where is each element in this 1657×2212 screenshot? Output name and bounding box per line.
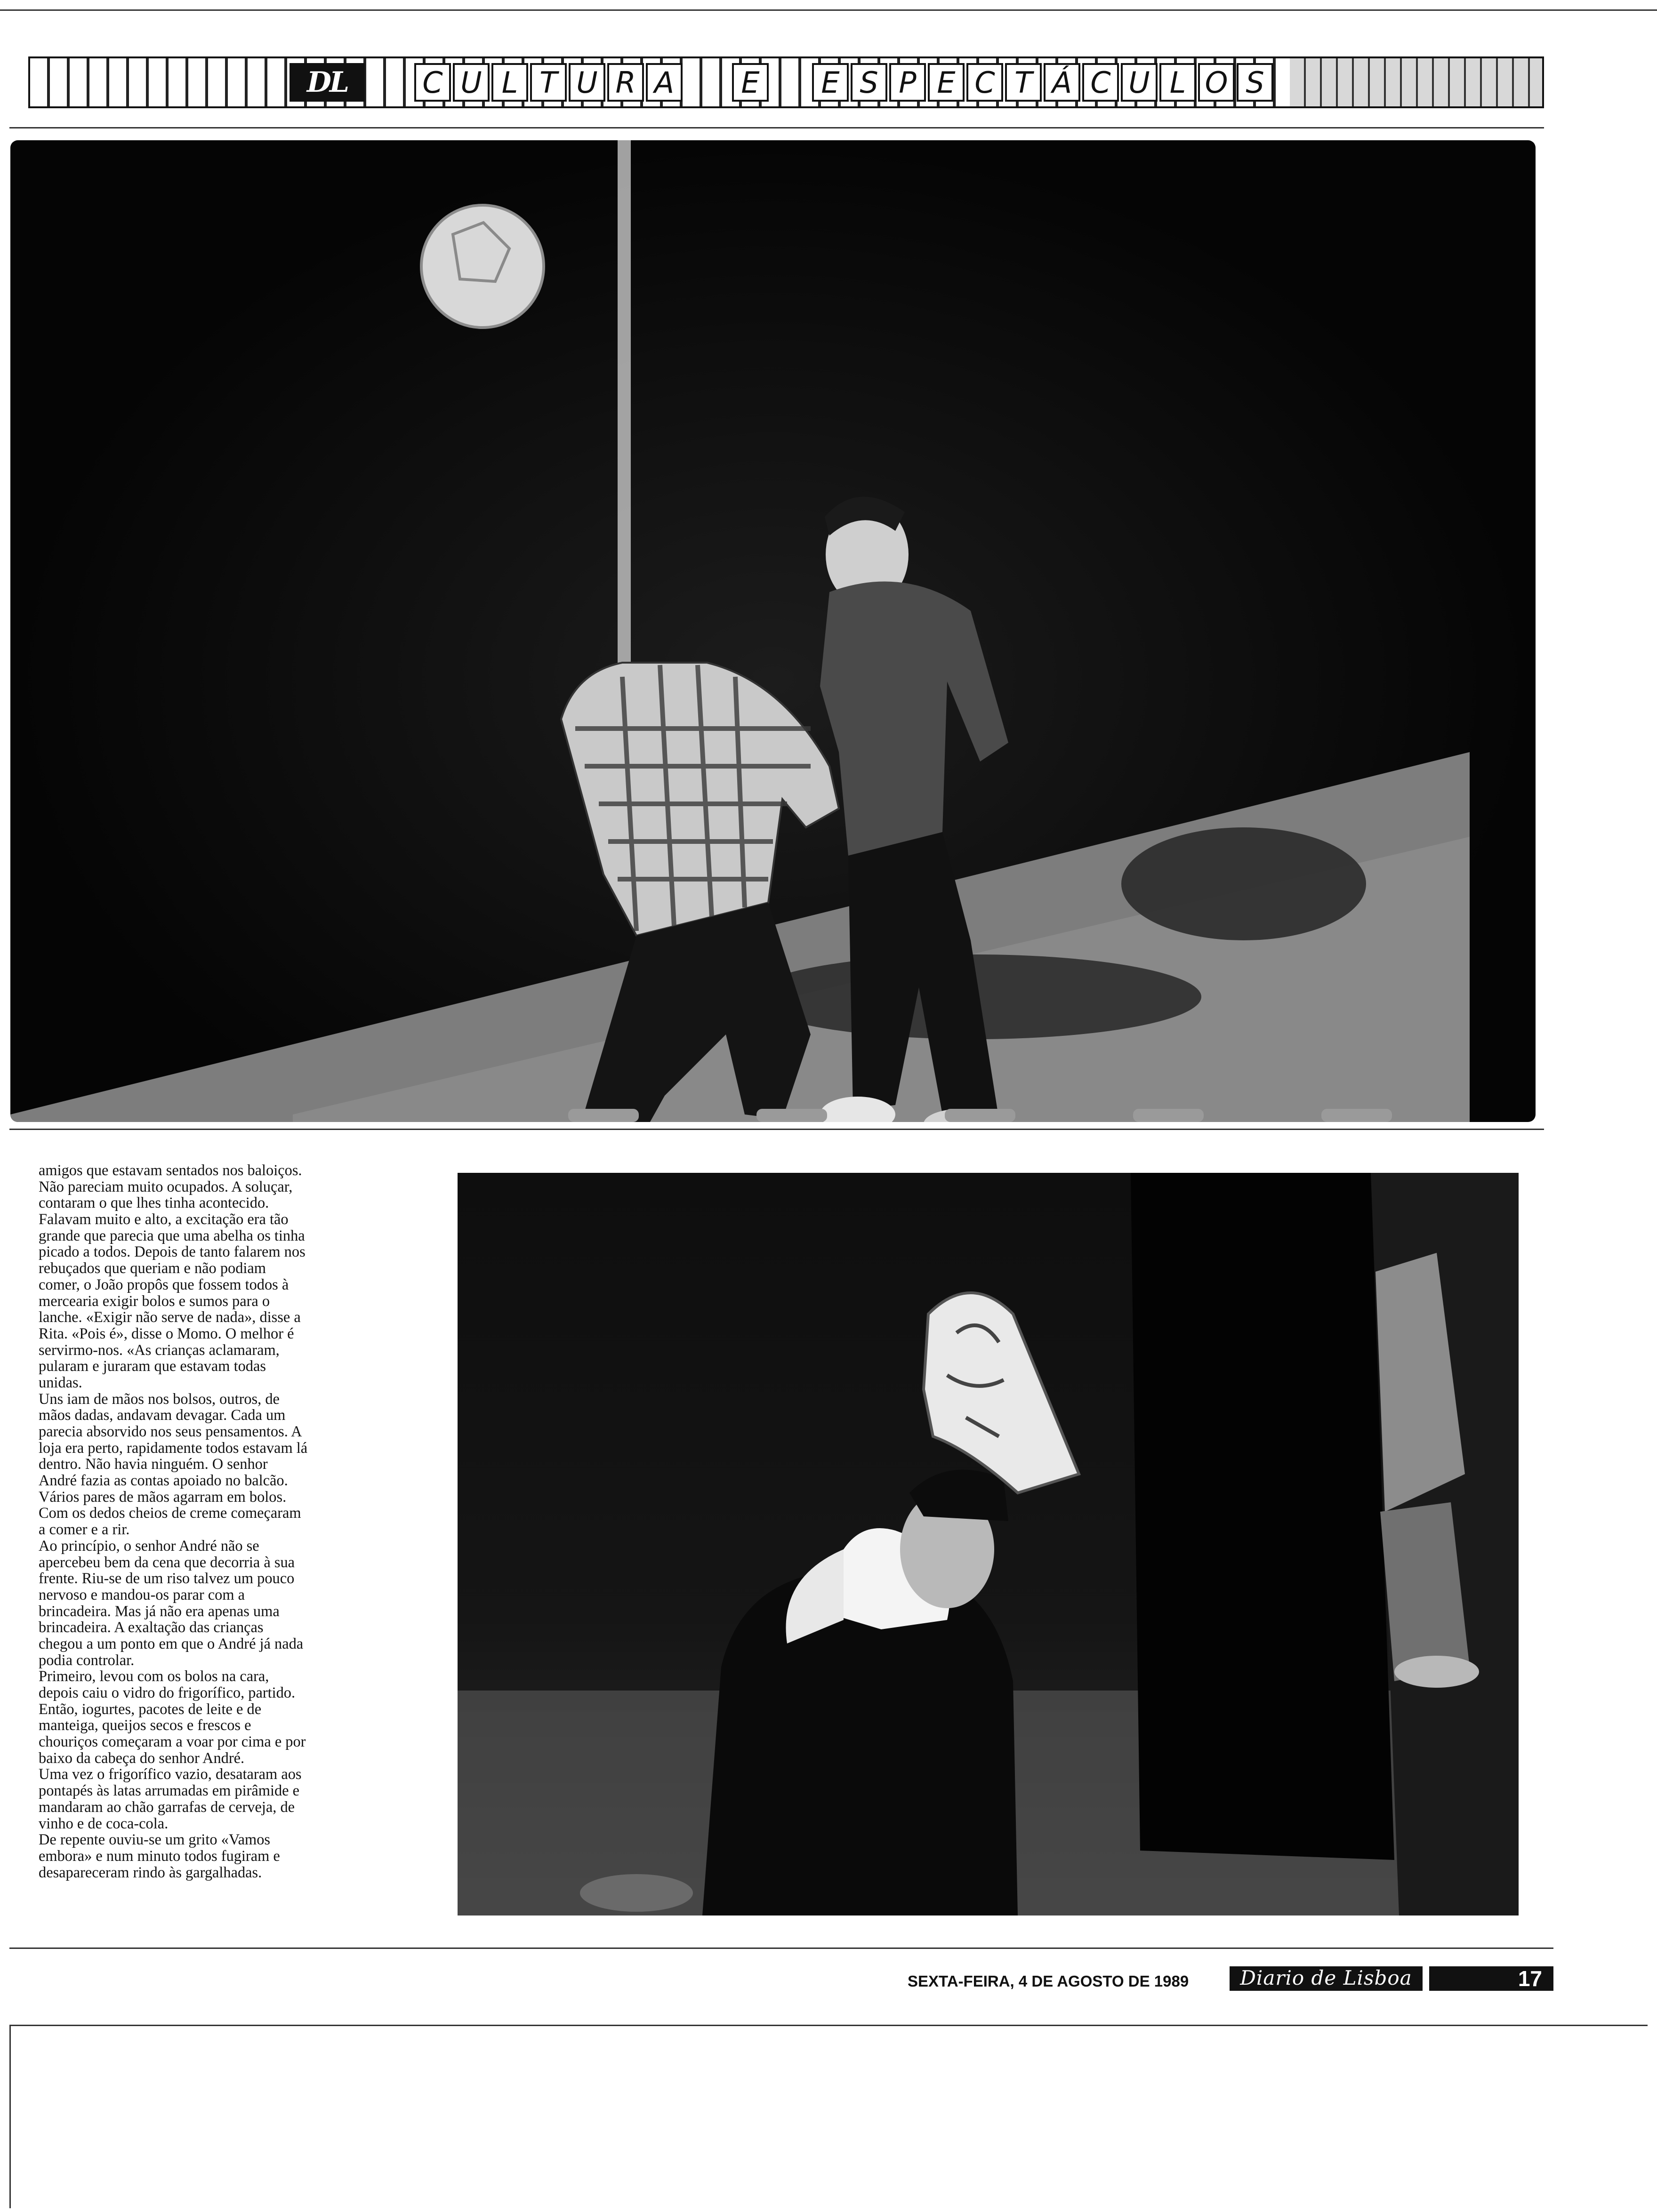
article-line: lanche. «Exigir não serve de nada», disse a [39, 1309, 301, 1326]
section-title-letter: S [851, 63, 887, 102]
section-title-letter: R [607, 63, 644, 102]
footer-rule [9, 1948, 1553, 1949]
article-line: grande que parecia que uma abelha os tinha [39, 1227, 305, 1244]
section-title-letter: U [569, 63, 605, 102]
article-line: manteiga, queijos secos e frescos e [39, 1717, 251, 1734]
dl-logo: DL [290, 63, 365, 102]
article-line: nervoso e mandou-os parar com a [39, 1586, 245, 1603]
article-line: chouriços começaram a voar por cima e por [39, 1733, 306, 1751]
article-line: Rita. «Pois é», disse o Momo. O melhor é [39, 1325, 294, 1342]
section-title-letter: E [928, 63, 965, 102]
section-title-letter: C [414, 63, 451, 102]
article-line: picado a todos. Depois de tanto falarem nos [39, 1243, 306, 1261]
article-line: loja era perto, rapidamente todos estavam lá [39, 1439, 308, 1457]
section-title-letter: O [1198, 63, 1235, 102]
section-title-letter: L [1159, 63, 1196, 102]
article-line: Primeiro, levou com os bolos na cara, [39, 1668, 269, 1685]
photo-divider-line [9, 1129, 1544, 1130]
article-line: a comer e a rir. [39, 1521, 130, 1539]
article-line: Então, iogurtes, pacotes de leite e de [39, 1700, 262, 1718]
article-line: brincadeira. A exaltação das crianças [39, 1619, 264, 1636]
section-title-letter: T [530, 63, 567, 102]
article-line: servirmo-nos. «As crianças aclamaram, [39, 1341, 280, 1359]
header-hatch-decoration [1290, 56, 1544, 108]
section-title-letter: U [1121, 63, 1158, 102]
issue-date: SEXTA-FEIRA, 4 DE AGOSTO DE 1989 [908, 1972, 1189, 1990]
article-line: pontapés às latas arrumadas em pirâmide e [39, 1782, 300, 1800]
article-line: podia controlar. [39, 1651, 135, 1669]
article-line: Vários pares de mãos agarram em bolos. [39, 1488, 287, 1506]
article-line: mercearia exigir bolos e sumos para o [39, 1292, 270, 1310]
article-line: André fazia as contas apoiado no balcão. [39, 1472, 288, 1490]
article-line: Uma vez o frigorífico vazio, desataram aos [39, 1766, 302, 1783]
article-line: parecia absorvido nos seus pensamentos. A [39, 1423, 302, 1440]
paper-mask [924, 1293, 1079, 1493]
section-title-letter: P [889, 63, 926, 102]
page-bottom-edge [9, 2025, 1648, 2026]
football-photo [10, 140, 1536, 1122]
article-line: desapareceram rindo às gargalhadas. [39, 1864, 262, 1881]
section-title-letter: C [1082, 63, 1119, 102]
player-shadow [1121, 827, 1366, 940]
article-line: Uns iam de mãos nos bolsos, outros, de [39, 1390, 280, 1408]
page-number: 17 [1429, 1966, 1553, 1991]
article-line: pularam e juraram que estavam todas [39, 1358, 266, 1375]
article-line: brincadeira. Mas já não era apenas uma [39, 1603, 280, 1620]
diario-de-lisboa-masthead: Diario de Lisboa [1230, 1966, 1423, 1991]
article-line: baixo da cabeça do senhor André. [39, 1749, 245, 1767]
section-title-letter: Á [1044, 63, 1080, 102]
article-line: contaram o que lhes tinha acontecido. [39, 1194, 269, 1212]
article-line: De repente ouviu-se um grito «Vamos [39, 1831, 271, 1849]
adult-coat [1131, 1173, 1394, 1860]
section-title-letter: L [491, 63, 528, 102]
article-line: Com os dedos cheios de creme começaram [39, 1505, 301, 1522]
article-line: vinho e de coca-cola. [39, 1815, 169, 1832]
section-title-letter: S [1237, 63, 1273, 102]
article-line: apercebeu bem da cena que decorria à sua [39, 1554, 295, 1571]
article-line: amigos que estavam sentados nos baloiços. [39, 1162, 302, 1179]
article-line: mandaram ao chão garrafas de cerveja, de [39, 1798, 295, 1816]
section-title-letter: T [1005, 63, 1042, 102]
article-line: Não pareciam muito ocupados. A soluçar, [39, 1178, 293, 1195]
article-line: embora» e num minuto todos fugiram e [39, 1847, 280, 1865]
article-line: unidas. [39, 1374, 82, 1391]
masked-child-photo [458, 1173, 1519, 1915]
top-edge-line [0, 9, 1657, 11]
header-underline [9, 127, 1544, 128]
article-line: Falavam muito e alto, a excitação era tão [39, 1211, 289, 1228]
article-line: mãos dadas, andavam devagar. Cada um [39, 1407, 286, 1424]
article-line: depois caiu o vidro do frigorífico, partido. [39, 1684, 296, 1701]
article-line: chegou a um ponto em que o André já nada [39, 1635, 304, 1652]
article-line: dentro. Não havia ninguém. O senhor [39, 1456, 268, 1473]
article-text [39, 1162, 429, 1881]
article-line: rebuçados que queriam e não podiam [39, 1260, 266, 1277]
article-line: comer, o João propôs que fossem todos à [39, 1276, 289, 1293]
section-title-letter: E [812, 63, 849, 102]
section-title-letter: C [966, 63, 1003, 102]
lower-page-edge [9, 2025, 11, 2208]
section-title-letter: A [646, 63, 683, 102]
section-title-letter: E [732, 63, 769, 102]
section-title-letter: U [453, 63, 490, 102]
article-line: Ao princípio, o senhor André não se [39, 1537, 259, 1555]
article-line: frente. Riu-se de um riso talvez um pouco [39, 1570, 295, 1587]
